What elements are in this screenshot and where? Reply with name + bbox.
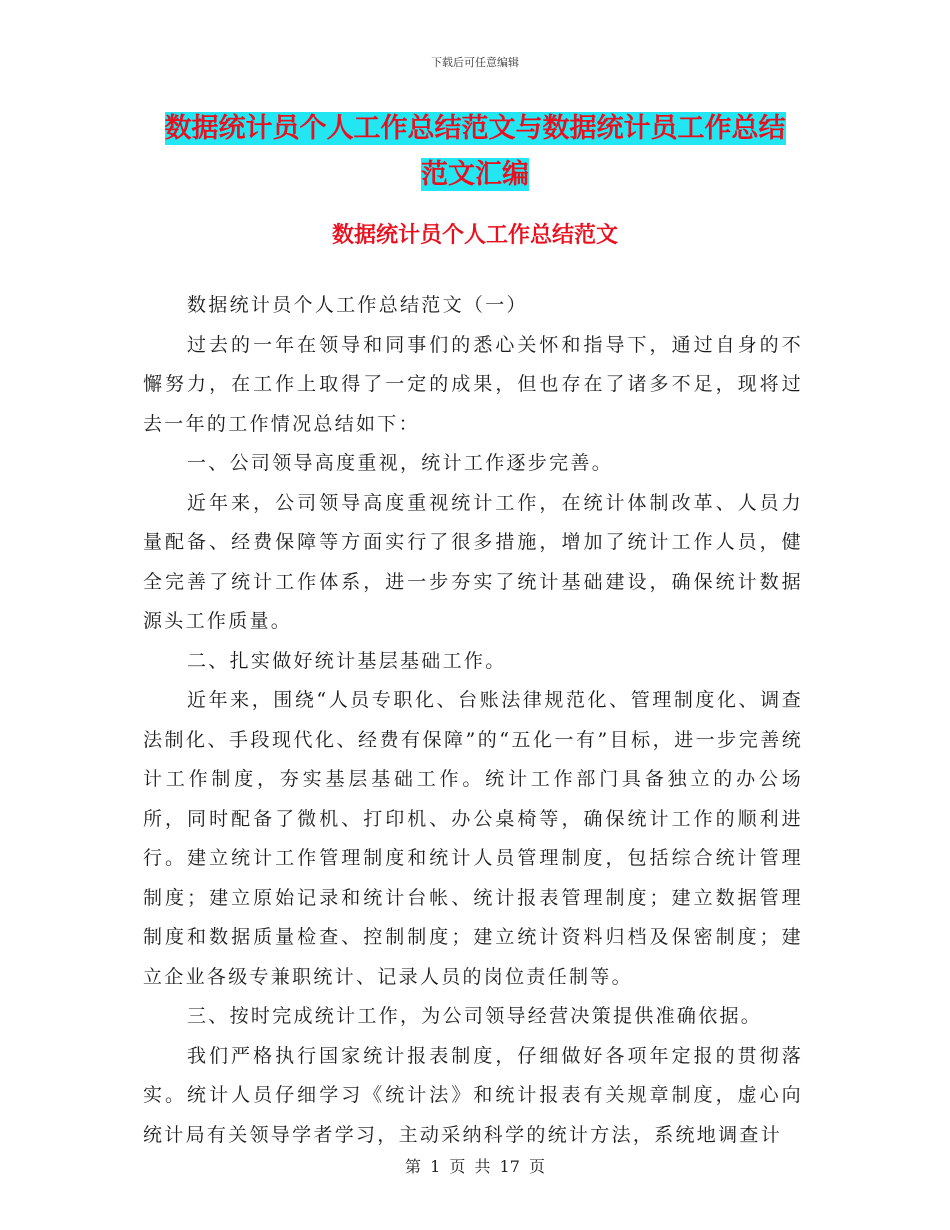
paragraph-heading: 一、公司领导高度重视，统计工作逐步完善。	[187, 452, 614, 474]
paragraph: 近年来，公司领导高度重视统计工作，在统计体制改革、人员力量配备、经费保障等方面实行了很多措施，增加了统计工作人员，健全完善了统计工作体系，进一步夯实了统计基础建设，确保统计数据源头工作质量。	[143, 491, 803, 632]
paragraph-subtitle: 数据统计员个人工作总结范文（一）	[187, 294, 528, 316]
body-text	[143, 286, 803, 1155]
title-line-2: 范文汇编	[421, 159, 529, 190]
header-note: 下载后可任意编辑	[431, 56, 519, 69]
document-title	[145, 106, 805, 198]
page-number: 第 1 页 共 17 页	[405, 1157, 545, 1176]
paragraph: 我们严格执行国家统计报表制度，仔细做好各项年定报的贯彻落实。统计人员仔细学习《统计法》和统计报表有关规章制度，虚心向统计局有关领导学者学习，主动采纳科学的统计方法，系统地调查计	[143, 1044, 803, 1146]
paragraph: 过去的一年在领导和同事们的悉心关怀和指导下，通过自身的不懈努力，在工作上取得了一定的成果，但也存在了诸多不足，现将过去一年的工作情况总结如下：	[143, 333, 803, 435]
paragraph: 近年来，围绕“人员专职化、台账法律规范化、管理制度化、调查法制化、手段现代化、经费有保障”的“五化一有”目标，进一步完善统计工作制度，夯实基层基础工作。统计工作部门具备独立的办公场所，同时配备了微机、打印机、办公桌椅等，确保统计工作的顺利进行。建立统计工作管理制度和统计人员管理制度，包括综合统计管理制度；建立原始记录和统计台帐、统计报表管理制度；建立数据管理制度和数据质量检查、控制制度；建立统计资料归档及保密制度；建立企业各级专兼职统计、记录人员的岗位责任制等。	[143, 689, 803, 988]
title-line-1: 数据统计员个人工作总结范文与数据统计员工作总结	[164, 113, 786, 144]
section-title: 数据统计员个人工作总结范文	[331, 222, 618, 248]
paragraph-heading: 二、扎实做好统计基层基础工作。	[187, 649, 507, 672]
paragraph-heading: 三、按时完成统计工作，为公司领导经营决策提供准确依据。	[187, 1005, 763, 1027]
